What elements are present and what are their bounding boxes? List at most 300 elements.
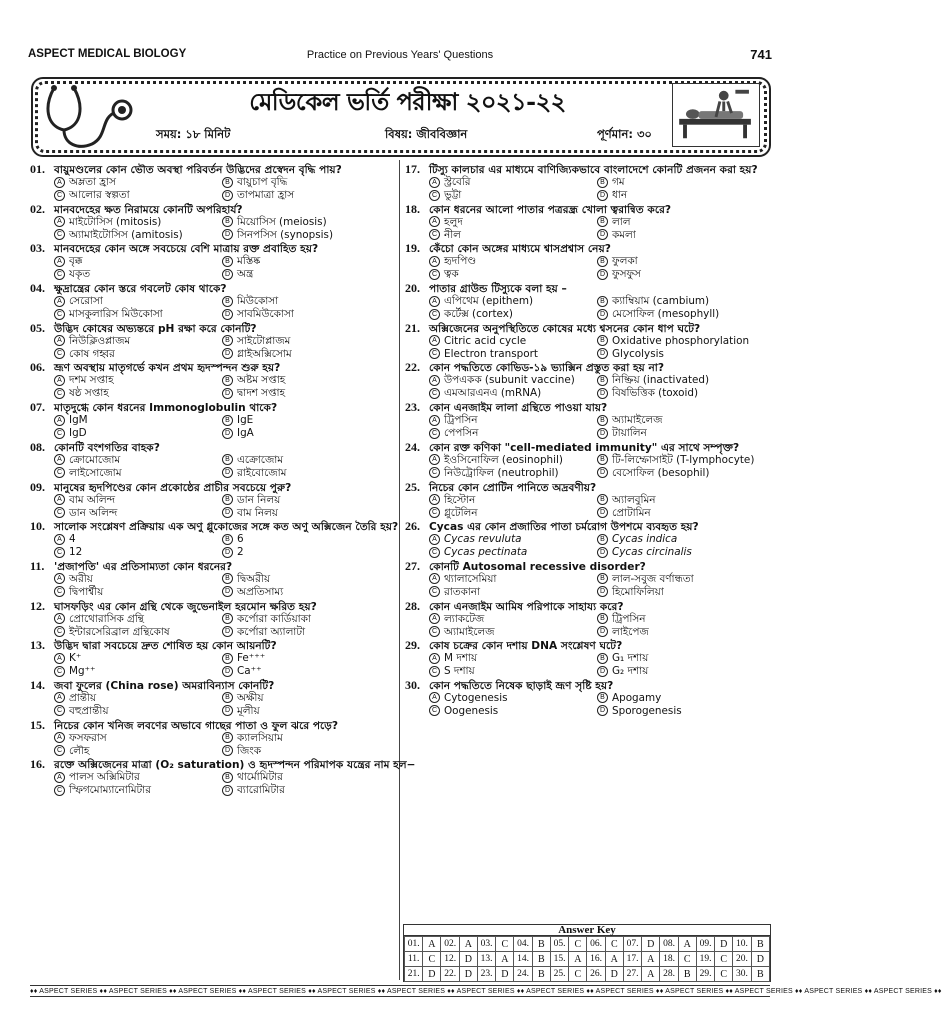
option-d [597, 308, 719, 321]
option-a [429, 692, 508, 705]
question-line [30, 678, 274, 693]
option-letter-icon: D [597, 467, 608, 478]
question-number: 23. [405, 400, 420, 415]
option-b [222, 374, 285, 387]
answer-key-table [404, 936, 770, 982]
option-b [597, 295, 709, 308]
option-letter-icon: D [597, 626, 608, 637]
question-item [405, 480, 771, 520]
option-b [597, 176, 625, 189]
option-d [597, 546, 692, 559]
answer-key-answer: D [496, 967, 514, 982]
option-text: 4 [69, 533, 76, 546]
option-text: নীল [444, 228, 461, 241]
answer-key-answer: C [496, 937, 514, 952]
answer-key-qnum: 13. [477, 952, 495, 967]
option-text: কর্টেক্স (cortex) [444, 308, 513, 321]
option-letter-icon: C [429, 428, 440, 439]
option-letter-icon: D [222, 428, 233, 439]
question-item [405, 202, 771, 242]
option-text: টায়ালিন [612, 427, 647, 440]
option-c [54, 665, 96, 678]
option-letter-icon: B [222, 335, 233, 346]
option-a [429, 414, 477, 427]
answer-key-answer: D [459, 952, 477, 967]
option-a [54, 176, 116, 189]
option-letter-icon: C [429, 309, 440, 320]
series-title: ASPECT MEDICAL BIOLOGY [28, 48, 187, 60]
option-b [222, 692, 264, 705]
question-text: উদ্ভিদ কোষের অভ্যন্তরে pH রক্ষা করে কোনটি? [54, 322, 257, 335]
question-number: 01. [30, 162, 45, 176]
option-text: টি-লিম্ফোসাইট (T-lymphocyte) [612, 453, 755, 466]
exam-time: সময়: ১৮ মিনিট [156, 127, 231, 141]
option-text: Oxidative phosphorylation [612, 334, 750, 347]
answer-key-qnum: 04. [514, 937, 532, 952]
option-letter-icon: A [429, 216, 440, 227]
option-letter-icon: B [597, 573, 608, 584]
question-line [30, 718, 338, 733]
option-a [54, 494, 115, 507]
option-text: অপ্রতিসাম্য [237, 585, 284, 598]
option-text: মিউকোসা [237, 295, 279, 308]
question-number: 09. [30, 479, 45, 494]
option-text: বায়ুচাপ বৃদ্ধি [237, 176, 288, 188]
option-text: Cycas revuluta [444, 533, 522, 546]
option-c [429, 189, 461, 202]
option-text: Citric acid cycle [444, 334, 527, 347]
question-item [30, 757, 416, 797]
option-letter-icon: A [54, 177, 65, 188]
question-item [30, 440, 400, 480]
option-letter-icon: A [54, 216, 65, 227]
option-b [222, 732, 283, 745]
option-letter-icon: C [54, 348, 65, 359]
question-number: 28. [405, 598, 420, 613]
option-a [429, 454, 563, 467]
option-text: কর্পোরা অ্যালাটা [237, 625, 305, 638]
question-line [30, 202, 243, 217]
option-c [429, 427, 478, 440]
option-letter-icon: C [429, 348, 440, 359]
option-text: বাম অলিন্দ [69, 493, 115, 506]
question-line [405, 281, 567, 296]
option-text: মিয়োসিস (meiosis) [237, 215, 327, 228]
question-item [30, 400, 400, 440]
answer-key-qnum: 21. [405, 967, 423, 982]
option-c [54, 308, 163, 321]
option-letter-icon: C [54, 586, 65, 597]
option-text: Fe⁺⁺⁺ [237, 652, 266, 665]
answer-key-qnum: 28. [660, 967, 678, 982]
option-c [54, 784, 151, 797]
page-header [28, 48, 772, 66]
header-subtitle: Practice on Previous Years' Questions [306, 49, 494, 61]
question-text: ভ্রূণ অবস্থায় মাতৃগর্ভে কখন প্রথম হৃদস্পন্দন শুরু হয়? [54, 362, 281, 375]
option-text: হিস্টোন [444, 493, 476, 506]
question-text: পাতার গ্রাউন্ড টিস্যুকে বলা হয় – [429, 283, 567, 296]
option-c [429, 705, 498, 718]
option-text: M দশায় [444, 652, 478, 665]
option-text: রাইবোজোম [237, 466, 287, 479]
answer-key-answer: A [605, 952, 623, 967]
option-text: Oogenesis [444, 704, 499, 717]
question-item [30, 638, 400, 678]
option-b [597, 255, 638, 268]
option-text: অ্যামাইলেজ [444, 625, 495, 638]
option-b [222, 454, 283, 467]
option-letter-icon: A [54, 256, 65, 267]
option-text: নিষ্ক্রিয় (inactivated) [612, 374, 710, 387]
answer-key-qnum: 06. [587, 937, 605, 952]
option-text: এমআরএনএ (mRNA) [444, 387, 542, 400]
option-c [429, 507, 478, 520]
option-letter-icon: C [54, 467, 65, 478]
question-line [30, 400, 277, 415]
option-a [54, 732, 107, 745]
option-text: IgD [69, 427, 87, 440]
question-text: 'প্রজাপতি' এর প্রতিসাম্যতা কোন ধরনের? [54, 560, 233, 573]
answer-key-qnum: 18. [660, 952, 678, 967]
option-text: Cytogenesis [444, 691, 508, 704]
question-line [30, 480, 291, 495]
option-letter-icon: C [429, 190, 440, 201]
option-a [429, 335, 526, 348]
option-d [222, 745, 261, 758]
option-letter-icon: A [54, 375, 65, 386]
option-text: Apogamy [612, 691, 662, 704]
question-number: 22. [405, 360, 420, 375]
question-number: 21. [405, 320, 420, 335]
option-d [222, 229, 333, 242]
option-text: G₁ দশায় [612, 652, 649, 665]
exam-full-marks: পূর্ণমান: ৩০ [597, 127, 652, 141]
stethoscope-icon [42, 82, 142, 154]
option-letter-icon: D [222, 745, 233, 756]
option-c [429, 546, 527, 559]
question-text: কোন পদ্ধতিতে কোভিড-১৯ ভ্যাক্সিন প্রস্তুত করা হয় না? [429, 362, 665, 375]
option-text: ক্রোমোজোম [69, 453, 121, 466]
option-letter-icon: A [54, 573, 65, 584]
option-d [222, 268, 253, 281]
option-b [222, 176, 287, 189]
answer-key-answer: B [678, 967, 696, 982]
question-line [30, 281, 227, 296]
option-c [429, 308, 513, 321]
option-text: ইন্টারসেরিব্রাল গ্রন্থিকোষ [69, 625, 170, 638]
option-letter-icon: B [222, 216, 233, 227]
question-number: 03. [30, 241, 45, 256]
option-text: জিংক [237, 744, 262, 757]
option-text: ট্রিপসিন [444, 414, 478, 427]
question-text: কোন এনজাইম আমিষ পরিপাকে সাহায্য করে? [429, 600, 624, 613]
option-letter-icon: B [597, 415, 608, 426]
option-d [222, 665, 262, 678]
option-letter-icon: D [597, 586, 608, 597]
question-text: ঘাসফড়িং এর কোন গ্রন্থি থেকে জুভেনাইল হরমোন ক্ষরিত হয়? [54, 600, 317, 613]
option-letter-icon: D [222, 507, 233, 518]
question-item [405, 281, 771, 321]
question-number: 15. [30, 717, 45, 732]
option-letter-icon: C [54, 269, 65, 280]
question-number: 12. [30, 598, 45, 613]
question-text: মানবদেহের ক্ষত নিরাময়ে কোনটি অপরিহার্য? [54, 203, 243, 216]
question-text: কেঁচো কোন অঙ্গের মাধ্যমে শ্বাসপ্রশ্বাস নেয়? [429, 243, 611, 256]
option-text: অন্ত্র [237, 268, 254, 281]
option-text: ক্যালসিয়াম [237, 731, 283, 744]
question-line [405, 440, 739, 455]
question-number: 13. [30, 638, 45, 653]
question-item [30, 678, 400, 718]
question-number: 16. [30, 757, 45, 772]
option-letter-icon: A [429, 256, 440, 267]
question-item [405, 678, 771, 718]
option-letter-icon: A [429, 177, 440, 188]
option-letter-icon: A [429, 653, 440, 664]
option-d [597, 705, 682, 718]
option-d [222, 705, 260, 718]
answer-key-qnum: 29. [696, 967, 714, 982]
question-item [30, 480, 400, 520]
question-number: 04. [30, 281, 45, 296]
option-a [54, 692, 96, 705]
question-line [30, 599, 317, 614]
option-text: সিনপসিস (synopsis) [237, 228, 334, 241]
question-number: 06. [30, 360, 45, 375]
option-b [597, 335, 749, 348]
answer-key-qnum: 30. [733, 967, 751, 982]
option-text: অ্যামাইলেজ [612, 414, 663, 427]
option-letter-icon: A [54, 494, 65, 505]
option-text: Glycolysis [612, 347, 664, 360]
question-text: সালোক সংশ্লেষণ প্রক্রিয়ায় এক অণু গ্লুকোজের সঙ্গে কত অণু অক্সিজেন তৈরি হয়? [54, 521, 399, 534]
question-line [405, 321, 700, 336]
question-item [30, 241, 400, 281]
question-text: মানুষের হৃদপিণ্ডের কোন প্রকোষ্ঠের প্রাচীর সবচেয়ে পুরু? [54, 481, 292, 494]
question-line [30, 519, 398, 534]
option-c [54, 586, 103, 599]
option-letter-icon: C [54, 388, 65, 399]
option-letter-icon: D [222, 348, 233, 359]
question-item [405, 321, 771, 361]
option-letter-icon: D [597, 348, 608, 359]
option-c [54, 507, 117, 520]
question-item [30, 321, 400, 361]
question-line [30, 321, 257, 336]
question-line [405, 480, 596, 495]
option-text: ইওসিনোফিল (eosinophil) [444, 453, 563, 466]
answer-key-row [405, 937, 770, 952]
option-text: হিমোফিলিয়া [612, 585, 664, 598]
option-d [597, 626, 649, 639]
option-letter-icon: D [222, 190, 233, 201]
option-b [222, 414, 253, 427]
option-letter-icon: C [429, 586, 440, 597]
option-letter-icon: A [429, 296, 440, 307]
option-b [597, 414, 662, 427]
option-c [429, 467, 559, 480]
option-a [429, 533, 522, 546]
option-d [222, 507, 278, 520]
answer-key-answer: D [715, 937, 733, 952]
option-letter-icon: A [54, 732, 65, 743]
option-c [429, 626, 494, 639]
option-letter-icon: D [222, 229, 233, 240]
option-letter-icon: B [597, 653, 608, 664]
option-letter-icon: A [429, 692, 440, 703]
option-b [222, 533, 244, 546]
option-text: লাল [612, 215, 631, 228]
answer-key-answer: C [569, 937, 587, 952]
option-d [222, 784, 285, 797]
answer-key-answer: A [496, 952, 514, 967]
option-b [222, 335, 290, 348]
option-b [222, 771, 283, 784]
answer-key-answer: C [715, 952, 733, 967]
question-item [30, 599, 400, 639]
option-text: যকৃত [69, 268, 91, 281]
option-text: থার্মোমিটার [237, 771, 283, 784]
option-letter-icon: C [54, 428, 65, 439]
question-text: বায়ুমণ্ডলের কোন ভৌত অবস্থা পরিবর্তন উদ্ভিদের প্রস্বেদন বৃদ্ধি পায়? [54, 164, 342, 176]
answer-key-answer: A [642, 952, 660, 967]
option-text: মস্তিষ্ক [237, 255, 261, 268]
answer-key-answer: D [423, 967, 441, 982]
option-d [222, 626, 305, 639]
answer-key [403, 924, 771, 982]
option-text: স্ফিগমোম্যানোমিটার [69, 784, 151, 797]
option-letter-icon: D [222, 785, 233, 796]
option-letter-icon: D [597, 507, 608, 518]
question-number: 07. [30, 400, 45, 415]
option-b [597, 652, 648, 665]
option-letter-icon: B [222, 296, 233, 307]
option-letter-icon: B [222, 653, 233, 664]
answer-key-answer: D [642, 937, 660, 952]
option-text: নিউক্লিওপ্লাজম [69, 334, 131, 347]
option-d [222, 546, 244, 559]
option-d [222, 189, 294, 202]
option-b [597, 374, 709, 387]
answer-key-qnum: 12. [441, 952, 459, 967]
option-text: দ্বাদশ সপ্তাহ [237, 387, 285, 400]
option-d [222, 308, 294, 321]
option-letter-icon: C [54, 507, 65, 518]
option-letter-icon: C [429, 229, 440, 240]
option-a [429, 573, 496, 586]
question-text: কোন ধরনের আলো পাতার পত্ররন্ধ্র খোলা ত্বরান্বিত করে? [429, 203, 672, 216]
question-number: 17. [405, 162, 420, 176]
answer-key-qnum: 25. [550, 967, 568, 982]
option-text: Sporogenesis [612, 704, 682, 717]
option-letter-icon: C [429, 507, 440, 518]
answer-key-qnum: 08. [660, 937, 678, 952]
question-line [405, 241, 611, 256]
answer-key-qnum: 07. [623, 937, 641, 952]
option-letter-icon: D [222, 269, 233, 280]
option-letter-icon: C [54, 705, 65, 716]
question-item [405, 638, 771, 678]
option-text: ফসফরাস [69, 731, 107, 744]
option-text: ট্রিপসিন [612, 612, 646, 625]
option-c [54, 229, 183, 242]
option-a [54, 335, 130, 348]
option-text: বৃক্ক [69, 255, 83, 268]
option-letter-icon: D [597, 547, 608, 558]
question-item [405, 599, 771, 639]
answer-key-qnum: 26. [587, 967, 605, 982]
option-text: ডান নিলয় [237, 493, 281, 506]
option-text: রাতকানা [444, 585, 481, 598]
option-letter-icon: B [222, 375, 233, 386]
option-d [222, 467, 286, 480]
option-letter-icon: B [222, 415, 233, 426]
question-line [30, 162, 342, 177]
answer-key-answer: D [605, 967, 623, 982]
option-letter-icon: A [429, 335, 440, 346]
option-text: Mg⁺⁺ [69, 665, 96, 678]
question-text: কোনটি বংশগতির বাহক? [54, 441, 160, 454]
option-text: 6 [237, 533, 244, 546]
option-d [597, 586, 664, 599]
option-b [222, 613, 311, 626]
option-text: গ্লাইঅক্সিসোম [237, 347, 292, 360]
answer-key-qnum: 17. [623, 952, 641, 967]
option-letter-icon: D [222, 547, 233, 558]
answer-key-answer: D [751, 952, 769, 967]
option-letter-icon: B [597, 534, 608, 545]
option-letter-icon: D [597, 190, 608, 201]
question-text: নিচের কোন প্রোটিন পানিতে অদ্রবণীয়? [429, 481, 597, 494]
option-letter-icon: B [597, 256, 608, 267]
option-letter-icon: A [54, 454, 65, 465]
question-number: 27. [405, 558, 420, 573]
option-text: নিউট্রোফিল (neutrophil) [444, 466, 559, 479]
question-number: 14. [30, 677, 45, 692]
footer-strip: ♦♦ ASPECT SERIES ♦♦ ASPECT SERIES ♦♦ ASPECT SERIES ♦♦ ASPECT SERIES ♦♦ ASPECT SERIES ♦♦ ASPECT SERIES ♦♦ ASPECT SERIES ♦♦ ASPECT SERIES ♦♦ ASPECT SERIES ♦♦ ASPECT SERIES ♦♦ ASPECT SERIES ♦♦ ASPECT SERIES ♦♦ ASPECT SERIES ♦♦ [30, 985, 770, 997]
option-c [54, 467, 121, 480]
answer-key-qnum: 24. [514, 967, 532, 982]
question-number: 24. [405, 439, 420, 454]
option-d [597, 189, 627, 202]
answer-key-answer: C [678, 952, 696, 967]
answer-key-qnum: 20. [733, 952, 751, 967]
option-text: ভুট্টা [444, 189, 462, 201]
option-a [54, 374, 114, 387]
answer-key-answer: B [532, 952, 550, 967]
option-text: অম্লতা হ্রাস [69, 176, 116, 188]
option-a [429, 295, 533, 308]
answer-key-qnum: 10. [733, 937, 751, 952]
option-d [597, 229, 636, 242]
option-letter-icon: B [222, 613, 233, 624]
question-line [405, 162, 758, 177]
option-a [54, 613, 144, 626]
option-c [54, 705, 108, 718]
question-item [405, 440, 771, 480]
question-text: নিচের কোন খনিজ লবণের অভাবে গাছের পাতা ও ফুল ঝরে পড়ে? [54, 719, 338, 732]
option-c [429, 387, 541, 400]
question-number: 11. [30, 558, 45, 573]
option-text: ধান [612, 189, 628, 201]
question-item [30, 718, 400, 758]
option-text: সেরোসা [69, 295, 103, 308]
option-text: বাম নিলয় [237, 506, 278, 519]
question-item [30, 162, 400, 202]
option-text: কোষ গহ্বর [69, 347, 115, 360]
option-text: প্রান্তীয় [69, 691, 97, 704]
option-text: Electron transport [444, 347, 538, 360]
